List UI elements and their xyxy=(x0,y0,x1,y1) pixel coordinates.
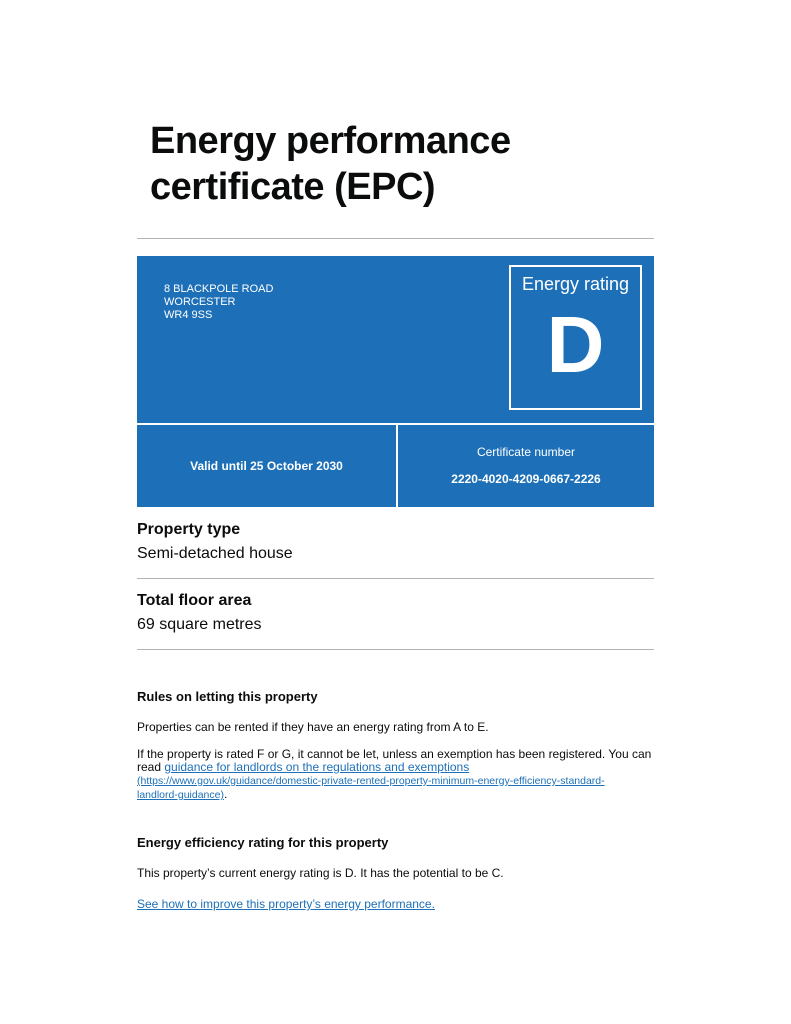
letting-exemption-end: . xyxy=(223,787,228,801)
page-title-line-1: Energy performance xyxy=(150,120,511,162)
letting-rules-text: Properties can be rented if they have an energy rating from A to E. xyxy=(137,720,489,734)
landlord-guidance-link-text: guidance for landlords on the regulations and exemptions xyxy=(164,760,470,774)
certificate-number-label: Certificate number xyxy=(476,445,576,459)
efficiency-rating-heading: Energy efficiency rating for this property xyxy=(137,835,389,850)
efficiency-rating-text: This property’s current energy rating is D. It has the potential to be C. xyxy=(137,866,504,880)
energy-rating-label: Energy rating xyxy=(521,274,630,294)
letting-rules-heading: Rules on letting this property xyxy=(137,689,318,704)
valid-until: Valid until 25 October 2030 xyxy=(190,459,343,473)
energy-rating-letter: D xyxy=(546,300,605,389)
title-divider xyxy=(137,238,654,239)
address-line-2: WORCESTER xyxy=(164,296,236,308)
property-type-value: Semi-detached house xyxy=(137,545,293,562)
property-type-label: Property type xyxy=(137,521,241,538)
landlord-guidance-url-line-1: (https://www.gov.uk/guidance/domestic-private-rented-property-minimum-energy-efficiency-standard- xyxy=(137,775,605,787)
floor-area-divider xyxy=(137,649,654,650)
letting-exemption-intro: If the property is rated F or G, it cannot be let, unless an exemption has been registered. You can read xyxy=(137,747,652,774)
page-title-line-2: certificate (EPC) xyxy=(150,166,436,208)
property-type-divider xyxy=(137,578,654,579)
floor-area-label: Total floor area xyxy=(137,592,252,609)
improve-link-paragraph xyxy=(137,898,654,911)
validity-panel xyxy=(137,425,396,507)
letting-exemption-text xyxy=(137,748,654,802)
page-title xyxy=(150,118,670,210)
landlord-guidance-url-line-2: landlord-guidance) xyxy=(137,789,224,801)
certificate-number: 2220-4020-4209-0667-2226 xyxy=(451,472,601,486)
improve-energy-link[interactable]: See how to improve this property’s energy performance. xyxy=(137,897,435,911)
landlord-guidance-link[interactable] xyxy=(137,760,605,801)
address-line-1: 8 BLACKPOLE ROAD xyxy=(164,283,274,295)
property-address xyxy=(164,283,273,322)
energy-rating-box xyxy=(509,265,642,410)
address-line-3: WR4 9SS xyxy=(164,309,213,321)
epc-summary-panel xyxy=(137,256,654,507)
certificate-number-panel xyxy=(398,425,654,507)
floor-area-value: 69 square metres xyxy=(137,616,262,633)
address-rating-panel xyxy=(137,256,654,423)
